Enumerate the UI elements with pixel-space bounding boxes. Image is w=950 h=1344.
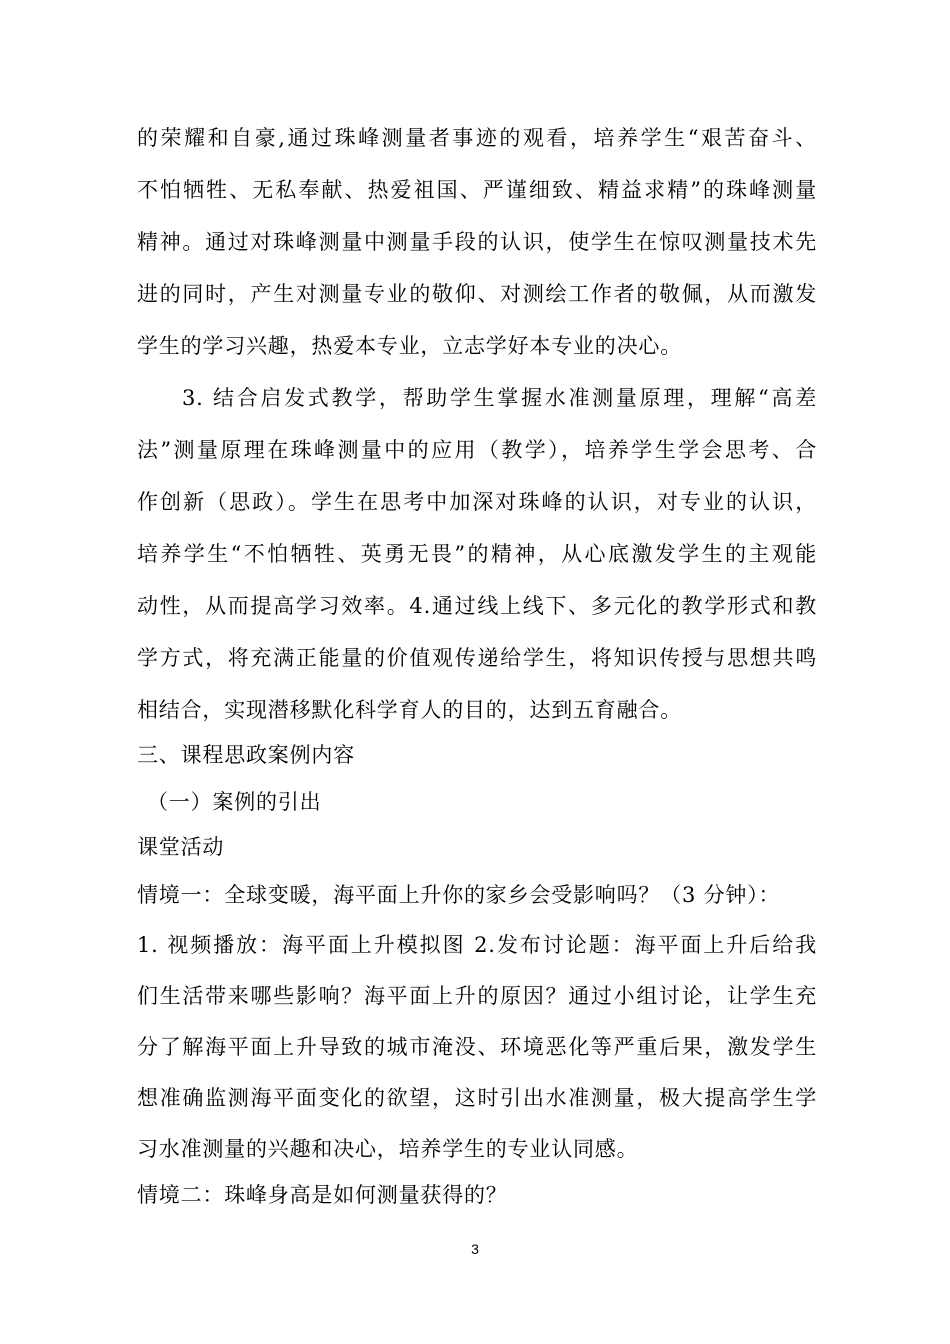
paragraph-line: 习水准测量的兴趣和决心，培养学生的专业认同感。 <box>137 1137 639 1161</box>
paragraph-line: 分了解海平面上升导致的城市淹没、环境恶化等严重后果，激发学生 <box>137 1035 817 1059</box>
section-heading: 三、课程思政案例内容 <box>137 743 355 767</box>
paragraph-line: 的荣耀和自豪,通过珠峰测量者事迹的观看，培养学生“艰苦奋斗、 <box>137 126 817 150</box>
paragraph-line: 进的同时，产生对测量专业的敬仰、对测绘工作者的敬佩，从而激发 <box>137 282 817 306</box>
activity-heading: 课堂活动 <box>137 835 225 859</box>
paragraph-line: 想准确监测海平面变化的欲望，这时引出水准测量，极大提高学生学 <box>137 1086 817 1110</box>
page-number: 3 <box>471 1241 479 1257</box>
paragraph-line: 不怕牺牲、无私奉献、热爱祖国、严谨细致、精益求精”的珠峰测量 <box>137 178 817 202</box>
paragraph-line: 1. 视频播放：海平面上升模拟图 2.发布讨论题：海平面上升后给我 <box>137 933 817 957</box>
paragraph-line: 作创新（思政）。学生在思考中加深对珠峰的认识，对专业的认识， <box>137 490 817 514</box>
paragraph-line: 精神。通过对珠峰测量中测量手段的认识，使学生在惊叹测量技术先 <box>137 230 817 254</box>
paragraph-line: 学方式，将充满正能量的价值观传递给学生，将知识传授与思想共鸣 <box>137 646 817 670</box>
paragraph-line: 学生的学习兴趣，热爱本专业，立志学好本专业的决心。 <box>137 334 682 358</box>
paragraph-line: 法”测量原理在珠峰测量中的应用（教学），培养学生学会思考、合 <box>137 438 817 462</box>
paragraph-line: 相结合，实现潜移默化科学育人的目的，达到五育融合。 <box>137 698 682 722</box>
paragraph-line: 培养学生“不怕牺牲、英勇无畏”的精神，从心底激发学生的主观能 <box>137 542 817 566</box>
paragraph-line: 们生活带来哪些影响？海平面上升的原因？通过小组讨论，让学生充 <box>137 984 817 1008</box>
paragraph-line-indented: 3. 结合启发式教学，帮助学生掌握水准测量原理，理解“高差 <box>182 386 817 410</box>
scenario-two-heading: 情境二：珠峰身高是如何测量获得的？ <box>137 1183 508 1207</box>
scenario-one-heading: 情境一：全球变暖，海平面上升你的家乡会受影响吗？（3 分钟）： <box>137 883 781 907</box>
paragraph-line: 动性，从而提高学习效率。4.通过线上线下、多元化的教学形式和教 <box>137 594 817 618</box>
subsection-heading: （一）案例的引出 <box>147 790 322 814</box>
